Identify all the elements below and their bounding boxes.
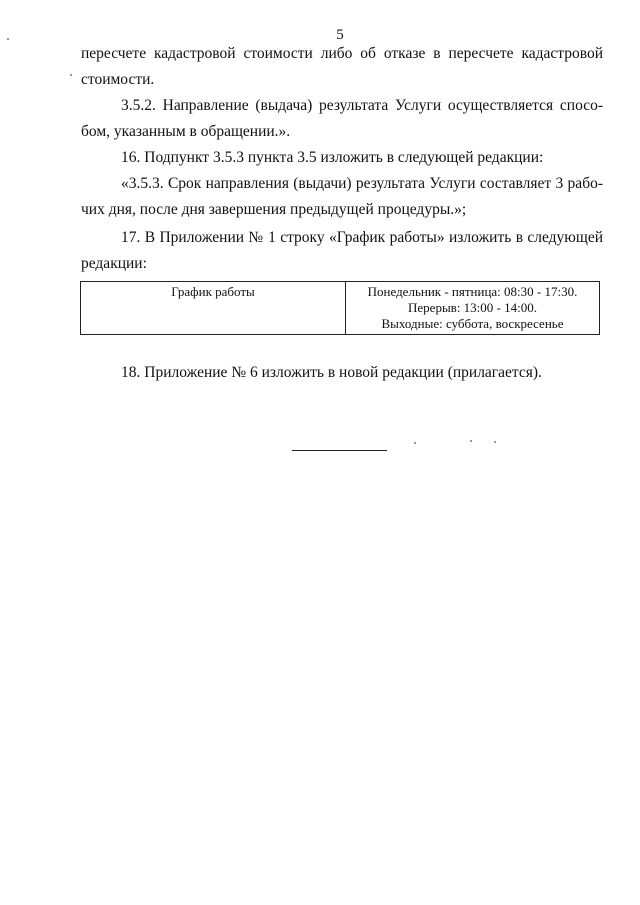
paragraph-3-5-3 (81, 171, 603, 223)
paragraph-item-17 (81, 225, 603, 277)
table-cell-value (346, 282, 600, 335)
paragraph-line: бом, указанным в обращении.». (81, 123, 291, 140)
table-cell-label: График работы (81, 282, 346, 335)
paragraph-line: 3.5.2. Направление (выдача) результата Услуги осуществляется спосо- (121, 97, 603, 114)
schedule-table (80, 281, 600, 335)
paragraph-recalculation (81, 41, 603, 93)
paragraph-line: редакции: (81, 255, 147, 272)
paragraph-item-16 (81, 145, 603, 171)
paragraph-line: 17. В Приложении № 1 строку «График работы» изложить в следующей (121, 229, 603, 246)
paragraph-line: стоимости. (81, 71, 155, 88)
scan-speck (7, 38, 9, 40)
table-row (81, 282, 600, 335)
end-divider-line (292, 450, 387, 451)
scan-speck (470, 440, 472, 442)
scan-speck (70, 74, 72, 76)
paragraph-3-5-2 (81, 93, 603, 145)
paragraph-line: пересчете кадастровой стоимости либо об отказе в пересчете кадастровой (81, 45, 603, 62)
paragraph-line: «3.5.3. Срок направления (выдачи) результата Услуги составляет 3 рабо- (121, 175, 603, 192)
page-number: 5 (336, 27, 344, 43)
paragraph-line: 16. Подпункт 3.5.3 пункта 3.5 изложить в следующей редакции: (121, 149, 544, 166)
paragraph-item-18: 18. Приложение № 6 изложить в новой редакции (прилагается). (121, 364, 542, 381)
schedule-weekend: Выходные: суббота, воскресенье (381, 316, 564, 331)
schedule-break: Перерыв: 13:00 - 14:00. (408, 300, 537, 315)
scan-speck (414, 442, 416, 444)
paragraph-line: чих дня, после дня завершения предыдущей процедуры.»; (81, 201, 467, 218)
schedule-weekdays: Понедельник - пятница: 08:30 - 17:30. (367, 284, 578, 299)
scan-speck (494, 441, 496, 443)
